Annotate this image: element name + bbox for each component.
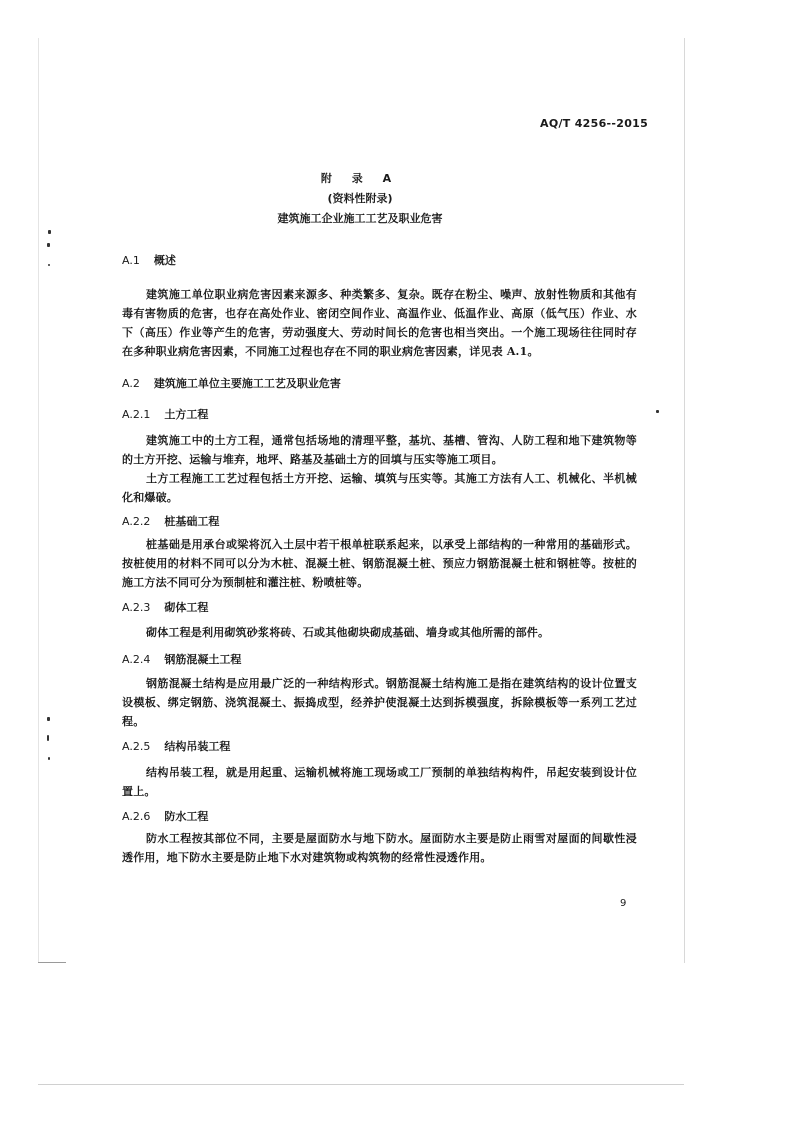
standard-code: AQ/T 4256--2015 — [540, 117, 649, 130]
section-number: A.2 — [122, 377, 140, 390]
section-title: 桩基础工程 — [164, 515, 220, 528]
section-heading — [122, 738, 230, 754]
scan-edge-left — [38, 38, 39, 963]
paragraph: 防水工程按其部位不同，主要是屋面防水与地下防水。屋面防水主要是防止雨雪对屋面的间歇性浸透作用，地下防水主要是防止地下水对建筑物或构筑物的经常性浸透作用。 — [122, 832, 637, 864]
section-title: 土方工程 — [164, 408, 209, 421]
scan-speck — [47, 243, 50, 247]
section-number: A.2.3 — [122, 601, 151, 614]
paragraph: 建筑施工单位职业病危害因素来源多、种类繁多、复杂。既存在粉尘、噪声、放射性物质和其他有毒有害物质的危害，也存在高处作业、密闭空间作业、高温作业、低温作业、高原（低气压）作业、水下（高压）作业等产生的危害，劳动强度大、劳动时间长的危害也相当突出。一个施工现场往往同时存在多种职业病危害因素，不同施工过程也存在不同的职业病危害因素，详见表 A.1。 — [122, 288, 637, 358]
scan-edge-right — [684, 38, 685, 963]
scan-speck — [48, 264, 50, 266]
scan-bottom-edge — [38, 1084, 684, 1085]
section-number: A.2.1 — [122, 408, 151, 421]
section-heading — [122, 808, 208, 824]
section-number: A.1 — [122, 254, 140, 267]
paragraph: 钢筋混凝土结构是应用最广泛的一种结构形式。钢筋混凝土结构施工是指在建筑结构的设计位置支设模板、绑定钢筋、浇筑混凝土、振捣成型，经养护使混凝土达到拆模强度，拆除模板等一系列工艺过程。 — [122, 677, 637, 728]
section-number: A.2.4 — [122, 653, 151, 666]
scan-speck — [656, 410, 659, 413]
page-number: 9 — [620, 898, 627, 909]
section-title: 砌体工程 — [164, 601, 209, 614]
annex-type: (资料性附录) — [327, 192, 393, 205]
paragraph: 结构吊装工程，就是用起重、运输机械将施工现场或工厂预制的单独结构构件，吊起安装到设计位置上。 — [122, 766, 637, 798]
section-heading — [122, 406, 208, 422]
section-title: 概述 — [153, 254, 176, 267]
section-heading — [122, 599, 208, 615]
section-title: 钢筋混凝土工程 — [164, 653, 242, 666]
paragraph: 砌体工程是利用砌筑砂浆将砖、石或其他砌块砌成基础、墙身或其他所需的部件。 — [146, 626, 550, 639]
section-number: A.2.5 — [122, 740, 151, 753]
section-title: 建筑施工单位主要施工工艺及职业危害 — [153, 377, 341, 390]
scan-speck — [47, 735, 49, 741]
section-heading — [122, 651, 241, 667]
paragraph: 建筑施工中的土方工程，通常包括场地的清理平整，基坑、基槽、管沟、人防工程和地下建筑物等的土方开挖、运输与堆弃，地坪、路基及基础土方的回填与压实等施工项目。 — [122, 434, 637, 466]
section-heading — [122, 513, 219, 529]
scan-speck — [48, 230, 51, 234]
section-title: 结构吊装工程 — [164, 740, 231, 753]
annex-label: 附 录 A — [320, 172, 400, 185]
section-heading — [122, 252, 176, 268]
section-title: 防水工程 — [164, 810, 209, 823]
paragraph: 桩基础是用承台或梁将沉入土层中若干根单桩联系起来，以承受上部结构的一种常用的基础形式。按桩使用的材料不同可以分为木桩、混凝土桩、钢筋混凝土桩、预应力钢筋混凝土桩和钢桩等。按桩的施工方法不同可分为预制桩和灌注桩、粉喷桩等。 — [122, 538, 637, 589]
section-number: A.2.2 — [122, 515, 151, 528]
scan-speck — [48, 757, 50, 760]
annex-title: 建筑施工企业施工工艺及职业危害 — [277, 212, 443, 225]
scan-speck — [47, 717, 50, 721]
section-heading — [122, 375, 341, 391]
scan-mark — [38, 962, 66, 963]
paragraph: 土方工程施工工艺过程包括土方开挖、运输、填筑与压实等。其施工方法有人工、机械化、半机械化和爆破。 — [122, 472, 637, 504]
section-number: A.2.6 — [122, 810, 151, 823]
